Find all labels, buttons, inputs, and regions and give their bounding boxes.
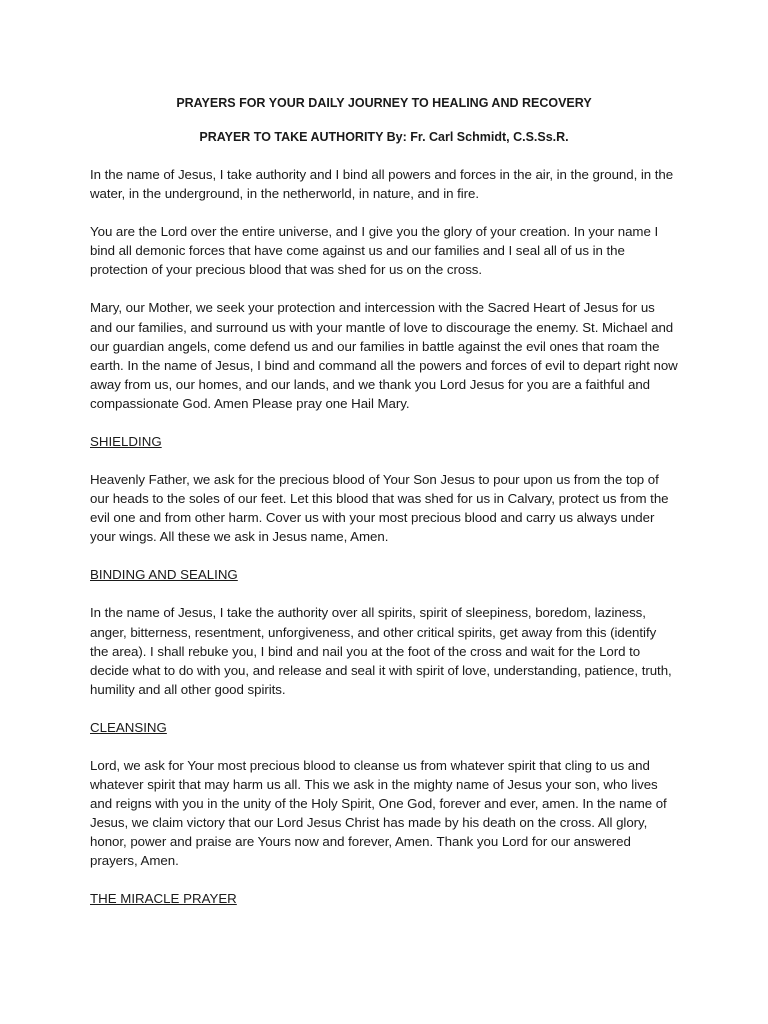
intro-paragraph: You are the Lord over the entire universe, and I give you the glory of your creation. In your name I bind all demonic forces that have come against us and our families and I seal all of us in the protection of your precious blood that was shed for us on the cross. [90, 224, 659, 278]
section-text-cleansing: Lord, we ask for Your most precious blood to cleanse us from whatever spirit that cling to us and whatever spirit that may harm us all. This we ask in the mighty name of Jesus your son, who lives and reigns with you in the unity of the Holy Spirit, One God, forever and ever, amen. In the name of Jesus, we claim victory that our Lord Jesus Christ has made by his death on the cross. All glory, honor, power and praise are Yours now and forever, Amen. Thank you Lord for our answered prayers, Amen. [90, 757, 667, 869]
document-subtitle: PRAYER TO TAKE AUTHORITY By: Fr. Carl Schmidt, C.S.Ss.R. [199, 130, 569, 144]
document-title: PRAYERS FOR YOUR DAILY JOURNEY TO HEALING AND RECOVERY [176, 96, 592, 110]
section-text-binding-and-sealing: In the name of Jesus, I take the authority over all spirits, spirit of sleepiness, boredom, laziness, anger, bitterness, resentment, unforgiveness, and other critical spirits, get away from this (identify the area). I shall rebuke you, I bind and nail you at the foot of the cross and wait for the Lord to decide what to do with you, and release and seal it with spirit of love, understanding, patience, truth, humility and all other good spirits. [90, 605, 672, 697]
section-heading-miracle-prayer: THE MIRACLE PRAYER [90, 891, 237, 907]
document-page [90, 94, 678, 927]
section-text-shielding: Heavenly Father, we ask for the precious blood of Your Son Jesus to pour upon us from the top of our heads to the soles of our feet. Let this blood that was shed for us in Calvary, protect us from the evil one and from other harm. Cover us with your most precious blood and carry us always under your wings. All these we ask in Jesus name, Amen. [90, 472, 669, 545]
section-heading-cleansing: CLEANSING [90, 719, 167, 735]
intro-paragraph: In the name of Jesus, I take authority and I bind all powers and forces in the air, in the ground, in the water, in the underground, in the netherworld, in nature, and in fire. [90, 167, 674, 202]
intro-paragraph: Mary, our Mother, we seek your protection and intercession with the Sacred Heart of Jesus for us and our families, and surround us with your mantle of love to discourage the enemy. St. Michael and our guardian angels, come defend us and our families in battle against the evil ones that roam the earth. In the name of Jesus, I bind and command all the powers and forces of evil to depart right now away from us, our homes, and our lands, and we thank you Lord Jesus for you are a faithful and compassionate God. Amen Please pray one Hail Mary. [90, 300, 678, 411]
section-heading-binding-and-sealing: BINDING AND SEALING [90, 567, 238, 583]
section-heading-shielding: SHIELDING [90, 434, 162, 450]
